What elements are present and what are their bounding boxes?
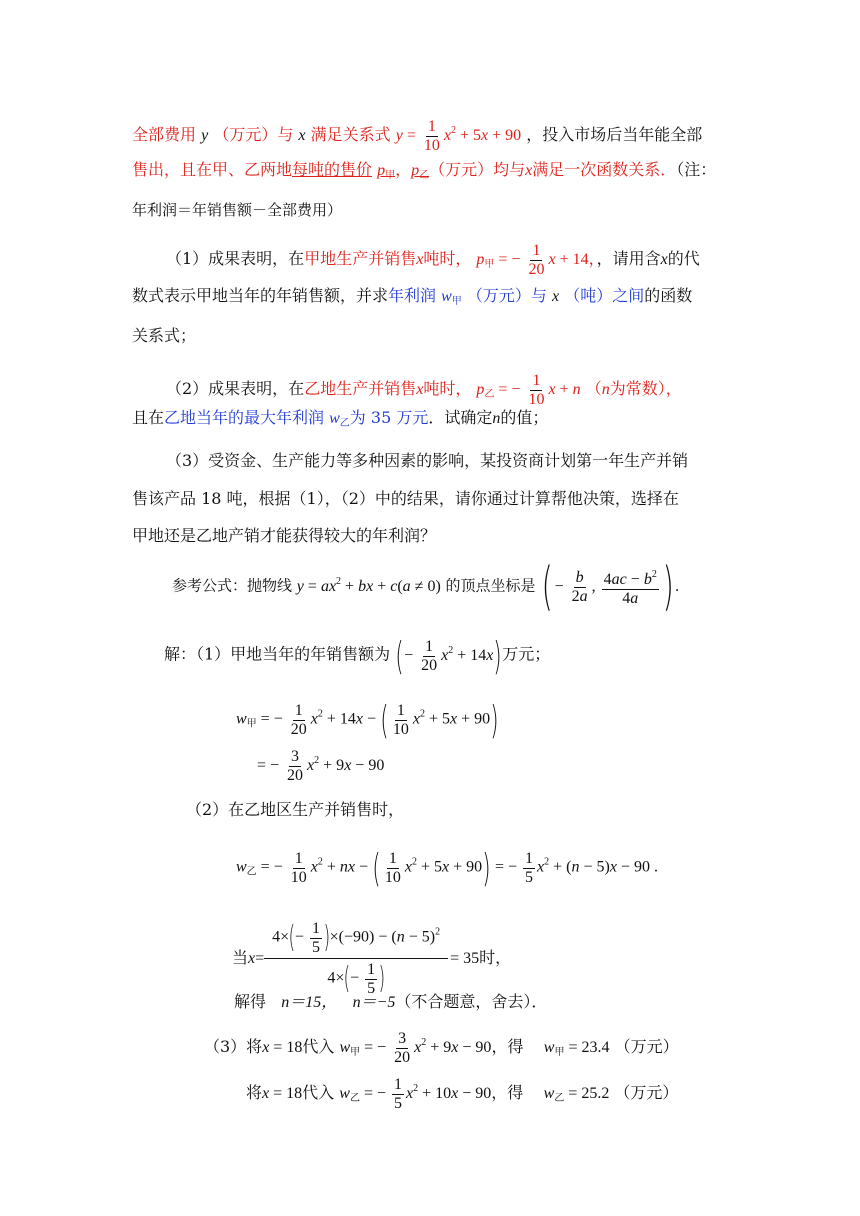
q1-line-3 <box>132 326 196 346</box>
text: 23.4 <box>581 1039 610 1057</box>
text: （万元） <box>614 1083 679 1103</box>
q2-line-2: 且在乙地当年的最大年利润 $w_乙$为 35 万元．试确定n的值； <box>132 408 549 429</box>
text: 解得 <box>234 992 267 1011</box>
intro-line-2: 售出，且在甲、乙两地每吨的售价 $p_甲$，$p_乙$（万元）均与x满足一次函数关系．（注： <box>132 160 717 181</box>
text: 35 <box>463 950 480 967</box>
q1-line-2: 数式表示甲地当年的年销售额，并求年利润 $w_甲$ （万元）与 x （吨）之间的函数 <box>132 286 693 307</box>
solution-part-2 <box>186 800 404 820</box>
solution-part-3-line-2: 将x = 18代入 $w_乙$ = − $\frac{1}{5}$ $x^2 + 10x - 90$，得 $w_乙 = 25.2$ （万元） <box>246 1076 679 1112</box>
text: 当 <box>232 948 249 967</box>
text: ，得 <box>491 1037 524 1057</box>
text: （1）成果表明，在 <box>166 249 305 269</box>
text: 售该产品 18 吨，根据（1），（2）中的结果，请你通过计算帮他决策，选择在 <box>132 489 679 508</box>
text: 甲地还是乙地产销才能获得较大的年利润？ <box>132 526 437 545</box>
w-jia-equation-2: = − $\frac{3}{20}$ $x^2 + 9x - 90$ <box>257 748 385 784</box>
text: 满足关系式 <box>310 125 391 145</box>
solution-line-1: 解：（1）甲地当年的年销售额为 (− $\frac{1}{20}$ $x^2 + 14x$)万元； <box>164 634 551 678</box>
q1-line-1: （1）成果表明，在甲地生产并销售x吨时， $p_甲$ = − $\frac{1}{20}$ x + 14，，请用含x的代 <box>166 242 700 278</box>
text: ，请用含 <box>596 249 661 269</box>
text: （3）将 <box>204 1037 263 1057</box>
q3-line-2 <box>132 489 679 509</box>
text: 吨时， <box>423 249 472 269</box>
text: n＝−5 <box>352 994 396 1011</box>
intro-line-3 <box>132 200 342 220</box>
text: （2）在乙地区生产并销售时， <box>186 800 405 819</box>
text: 将 <box>246 1083 263 1103</box>
text: 年利润 <box>388 286 437 305</box>
text: 吨时， <box>423 379 472 399</box>
text: ，投入市场后当年能全部 <box>526 125 703 145</box>
text: n＝15， <box>281 994 338 1011</box>
text: （万元）与 <box>466 286 547 305</box>
text: 的代 <box>667 249 700 269</box>
text: 的值； <box>500 408 549 427</box>
text: 乙地当年的最大年利润 <box>164 408 325 427</box>
text: 售出，且在甲、乙两地 <box>132 160 293 179</box>
text: （吨）之间 <box>564 286 645 305</box>
vertex-condition: 当x= 4×(− $\frac{1}{5}$ )$\times(-90) - (n - 5)^2$ 4×(− $\frac{1}{5}$ ) = 35时， <box>232 919 512 997</box>
solve-result <box>234 992 547 1013</box>
text: 时， <box>479 948 512 967</box>
text: 25.2 <box>581 1085 610 1103</box>
text: 的函数 <box>644 286 693 305</box>
text: 代入 <box>302 1037 335 1057</box>
text: 为 35 万元 <box>349 408 429 427</box>
text: 年利润＝年销售额－全部费用） <box>132 201 343 219</box>
text: （万元）均与 <box>429 160 526 179</box>
w-jia-equation-1: $w_甲$ = − $\frac{1}{20}$ $x^2 + 14x$ − ( $\frac{1}{10}$ $x^2 + 5x + 90$) <box>236 698 499 742</box>
text: （2）成果表明，在 <box>166 379 305 399</box>
text: 乙地生产并销售 <box>304 379 417 399</box>
text: 且在 <box>132 408 165 427</box>
text: 满足一次函数关系． <box>532 160 677 179</box>
text: 关系式； <box>132 326 197 345</box>
text: 数式表示甲地当年的年销售额，并求 <box>132 286 389 305</box>
text: ．试确定 <box>428 408 493 427</box>
text: （3）受资金、生产能力等多种因素的影响，某投资商计划第一年生产并销 <box>166 451 689 470</box>
intro-line-1: 全部费用 y （万元）与 x 满足关系式 y = $\frac{1}{10}$ $x^2 + 5x + 90$ ，投入市场后当年能全部 <box>132 118 703 154</box>
text: 代入 <box>302 1083 335 1103</box>
text: （不合题意，舍去）． <box>395 992 548 1011</box>
q2-line-1: （2）成果表明，在乙地生产并销售x吨时， $p_乙$ = − $\frac{1}{10}$ x + n （n为常数）， <box>166 372 682 408</box>
text: 为常数）， <box>609 379 682 399</box>
text: 全部费用 <box>132 125 197 145</box>
q3-line-1 <box>166 451 688 471</box>
text: （注： <box>676 160 717 179</box>
text: 每吨的售价 <box>292 160 373 179</box>
text: 万元； <box>502 644 551 664</box>
text: 解：（1）甲地当年的年销售额为 <box>164 644 391 664</box>
text: （万元） <box>614 1037 679 1057</box>
reference-formula: 参考公式：抛物线 $y = ax^2$ + bx + c(a ≠ 0) 的顶点坐标是 (− $\frac{b}{2a}$ , $\frac{4ac - b^2}{4a}$ ). <box>172 557 680 617</box>
solution-part-3-line-1: （3）将x = 18代入 $w_甲$ = − $\frac{3}{20}$ $x^2 + 9x - 90$，得 $w_甲 = 23.4$ （万元） <box>204 1030 679 1066</box>
q3-line-3 <box>132 526 436 546</box>
text: 的顶点坐标是 <box>445 576 536 595</box>
text: 参考公式：抛物线 <box>172 576 293 595</box>
text: ，得 <box>491 1083 524 1103</box>
w-yi-equation: $w_乙$ = − $\frac{1}{10}$ $x^2$ + nx − ( $\frac{1}{10}$ $x^2 + 5x + 90$) = − $\frac{1}{5}$ $x^2 + (n - 5)x - 90$ . <box>236 846 658 890</box>
text: （万元）与 <box>213 125 294 145</box>
text: 甲地生产并销售 <box>304 249 417 269</box>
